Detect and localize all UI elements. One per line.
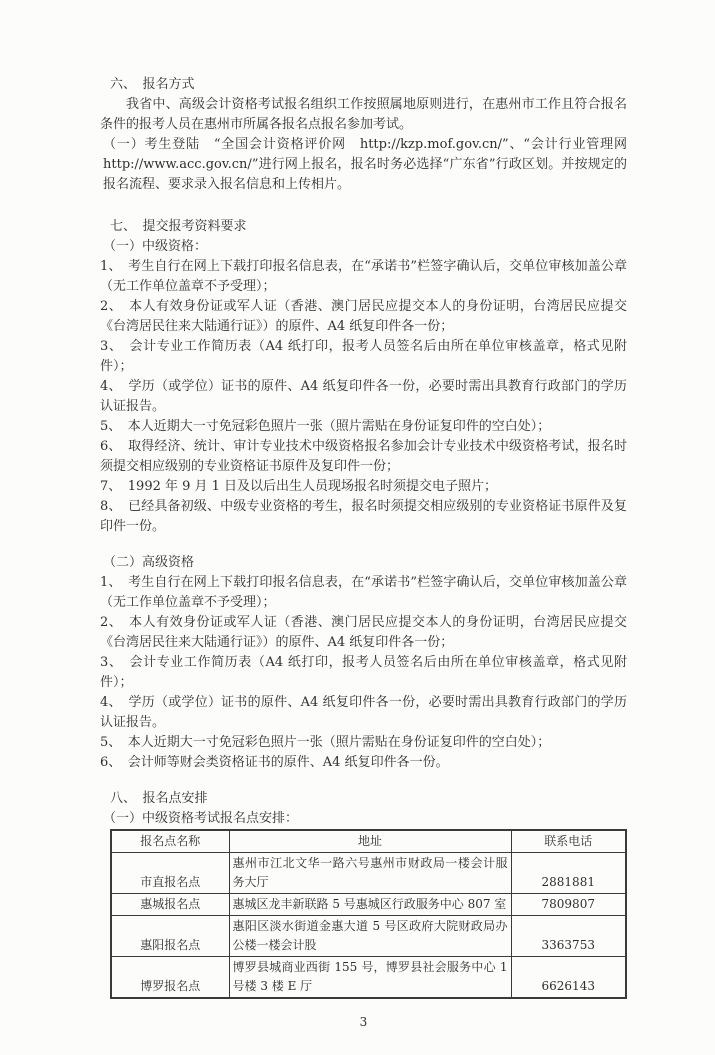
advanced-item-1: 1、 考生自行在网上下载打印报名信息表，在“承诺书”栏签字确认后，交单位审核加盖公章（无工作单位盖章不予受理）；	[100, 575, 627, 610]
section-8-heading: 八、 报名点安排	[110, 791, 208, 806]
intermediate-item-2: 2、 本人有效身份证或军人证（香港、澳门居民应提交本人的身份证明，台湾居民应提交《台湾居民往来大陆通行证》）的原件、A4 纸复印件各一份；	[100, 299, 627, 334]
site-name: 市直报名点	[111, 853, 229, 894]
site-name: 博罗报名点	[111, 957, 229, 999]
advanced-item-4: 4、 学历（或学位）证书的原件、A4 纸复印件各一份，必要时需出具教育行政部门的学历认证报告。	[100, 695, 627, 730]
site-phone: 7809807	[511, 894, 626, 916]
site-address: 博罗县城商业西街 155 号，博罗县社会服务中心 1 号楼 3 楼 E 厅	[229, 957, 511, 999]
table-row	[111, 853, 626, 894]
section-6-heading: 六、 报名方式	[110, 77, 195, 92]
site-phone: 6626143	[511, 957, 626, 999]
column-header-address: 地址	[229, 830, 511, 853]
column-header-phone: 联系电话	[511, 830, 626, 853]
intermediate-item-8: 8、 已经具备初级、中级专业资格的考生，报名时须提交相应级别的专业资格证书原件及复印件一份。	[100, 499, 627, 534]
site-address: 惠城区龙丰新联路 5 号惠城区行政服务中心 807 室	[229, 894, 511, 916]
advanced-qualification-subheading: （二）高级资格	[103, 555, 195, 570]
page-number: 3	[359, 1015, 368, 1029]
site-name: 惠阳报名点	[111, 916, 229, 957]
table-row	[111, 916, 626, 957]
signup-sites-subheading: （一）中级资格考试报名点安排：	[103, 811, 299, 826]
site-name: 惠城报名点	[111, 894, 229, 916]
intermediate-item-5: 5、 本人近期大一寸免冠彩色照片一张（照片需贴在身份证复印件的空白处）；	[100, 419, 551, 434]
site-phone: 3363753	[511, 916, 626, 957]
intermediate-qualification-subheading: （一）中级资格：	[103, 239, 208, 254]
advanced-item-2: 2、 本人有效身份证或军人证（香港、澳门居民应提交本人的身份证明，台湾居民应提交《台湾居民往来大陆通行证》）的原件、A4 纸复印件各一份；	[100, 615, 627, 650]
intermediate-item-3: 3、 会计专业工作简历表（A4 纸打印，报考人员签名后由所在单位审核盖章，格式见附件）；	[100, 339, 627, 374]
intermediate-item-4: 4、 学历（或学位）证书的原件、A4 纸复印件各一份，必要时需出具教育行政部门的学历认证报告。	[100, 379, 627, 414]
table-row	[111, 957, 626, 999]
section-6-overview-paragraph: 我省中、高级会计资格考试报名组织工作按照属地原则进行，在惠州市工作且符合报名条件的报考人员在惠州市所属各报名点报名参加考试。	[100, 97, 627, 132]
advanced-item-3: 3、 会计专业工作简历表（A4 纸打印，报考人员签名后由所在单位审核盖章，格式见附件）；	[100, 655, 627, 690]
signup-sites-table	[110, 829, 627, 999]
intermediate-item-1: 1、 考生自行在网上下载打印报名信息表，在“承诺书”栏签字确认后，交单位审核加盖公章（无工作单位盖章不予受理）；	[100, 259, 627, 294]
advanced-item-5: 5、 本人近期大一寸免冠彩色照片一张（照片需贴在身份证复印件的空白处）；	[100, 735, 551, 750]
column-header-site-name: 报名点名称	[111, 830, 229, 853]
site-address: 惠阳区淡水街道金惠大道 5 号区政府大院财政局办公楼一楼会计股	[229, 916, 511, 957]
site-phone: 2881881	[511, 853, 626, 894]
intermediate-item-7: 7、 1992 年 9 月 1 日及以后出生人员现场报名时须提交电子照片；	[100, 479, 498, 494]
intermediate-item-6: 6、 取得经济、统计、审计专业技术中级资格报名参加会计专业技术中级资格考试，报名时须提交相应级别的专业资格证书原件及复印件一份；	[100, 439, 627, 474]
section-6-online-registration-paragraph: （一）考生登陆 “全国会计资格评价网 http://kzp.mof.gov.cn/”、“会计行业管理网 http://www.acc.gov.cn/”进行网上报名，报名时务必选择“广东省”行政区划。并按规定的报名流程、要求录入报名信息和上传相片。	[103, 137, 627, 192]
table-row	[111, 894, 626, 916]
section-7-heading: 七、 提交报考资料要求	[110, 219, 247, 234]
table-header-row	[111, 830, 626, 853]
site-address: 惠州市江北文华一路六号惠州市财政局一楼会计服务大厅	[229, 853, 511, 894]
document-content	[100, 75, 627, 1032]
advanced-item-6: 6、 会计师等财会类资格证书的原件、A4 纸复印件各一份。	[100, 755, 449, 770]
